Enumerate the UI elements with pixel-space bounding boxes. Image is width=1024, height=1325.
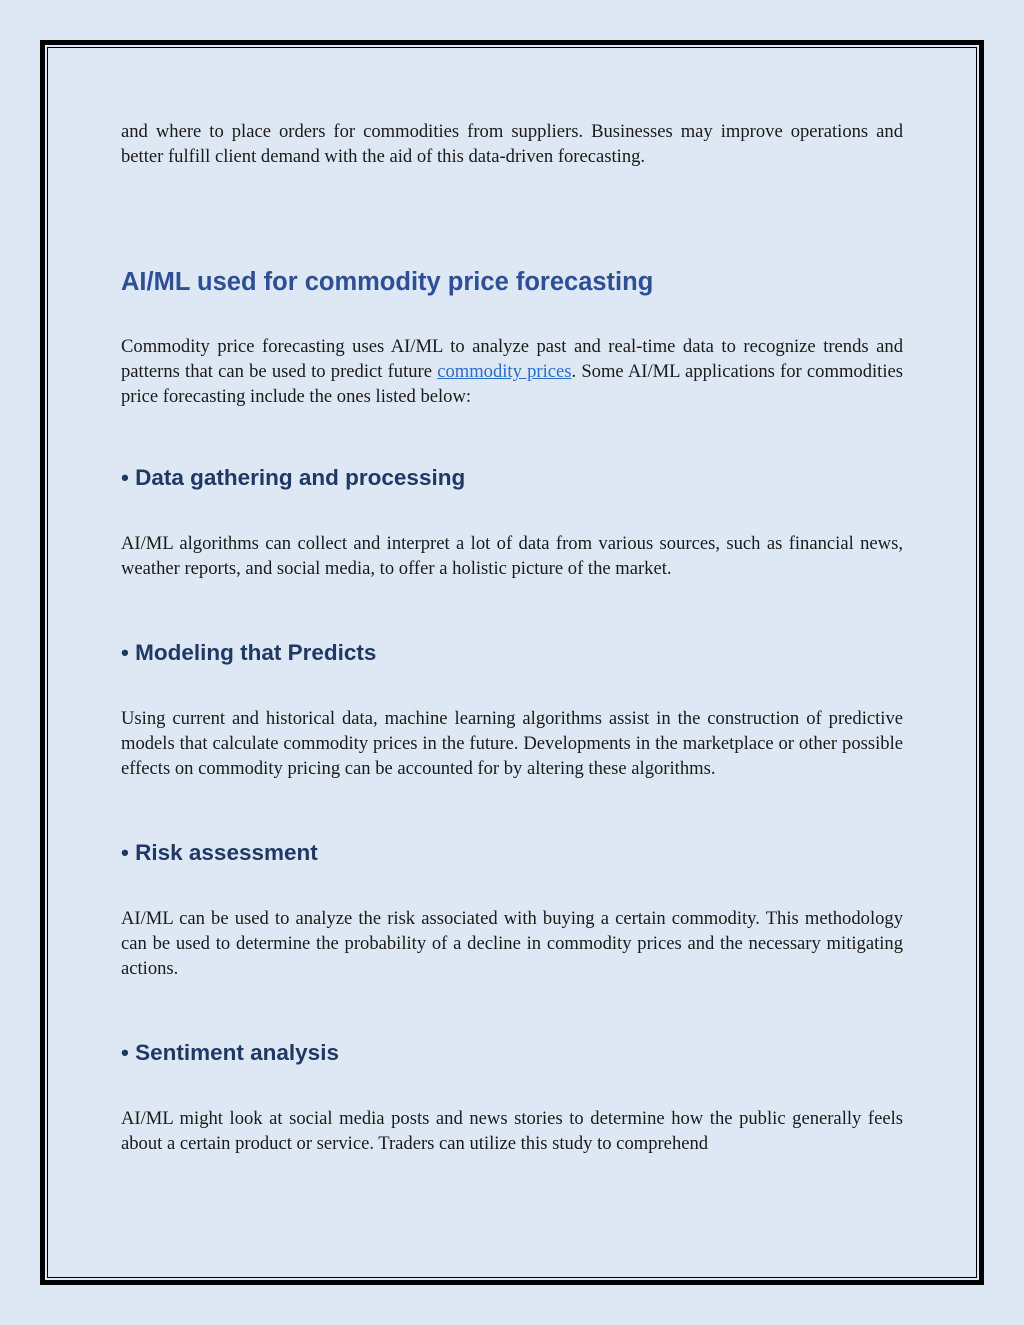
section-heading-risk-assessment: • Risk assessment (121, 840, 318, 865)
document-content (121, 119, 903, 1156)
section-paragraph-risk-assessment: AI/ML can be used to analyze the risk associated with buying a certain commodity. This methodology can be used to determine the probability of a decline in commodity prices and the necessary mitigating actions. (121, 908, 903, 979)
main-paragraph-text-2: . Some AI/ML applications for commodities price forecasting include the ones listed below: (121, 361, 903, 407)
main-paragraph-text-1: Commodity price forecasting uses AI/ML to analyze past and real-time data to recognize trends and patterns that can be used to predict future (121, 336, 903, 382)
section-paragraph-predictive-modeling: Using current and historical data, machine learning algorithms assist in the construction of predictive models that calculate commodity prices in the future. Developments in the marketplace or other possible effects on commodity pricing can be accounted for by altering these algorithms. (121, 708, 903, 779)
section-paragraph-data-gathering: AI/ML algorithms can collect and interpret a lot of data from various sources, such as financial news, weather reports, and social media, to offer a holistic picture of the market. (121, 533, 903, 579)
main-paragraph (121, 334, 903, 409)
section-heading-data-gathering: • Data gathering and processing (121, 465, 466, 490)
section-paragraph-sentiment-analysis: AI/ML might look at social media posts and news stories to determine how the public generally feels about a certain product or service. Traders can utilize this study to comprehend (121, 1108, 903, 1154)
main-heading: AI/ML used for commodity price forecasting (121, 268, 654, 296)
section-heading-predictive-modeling: • Modeling that Predicts (121, 640, 377, 665)
section-heading-sentiment-analysis: • Sentiment analysis (121, 1040, 339, 1065)
commodity-prices-link[interactable]: commodity prices (437, 361, 572, 382)
intro-paragraph: and where to place orders for commodities from suppliers. Businesses may improve operations and better fulfill client demand with the aid of this data-driven forecasting. (121, 121, 903, 167)
